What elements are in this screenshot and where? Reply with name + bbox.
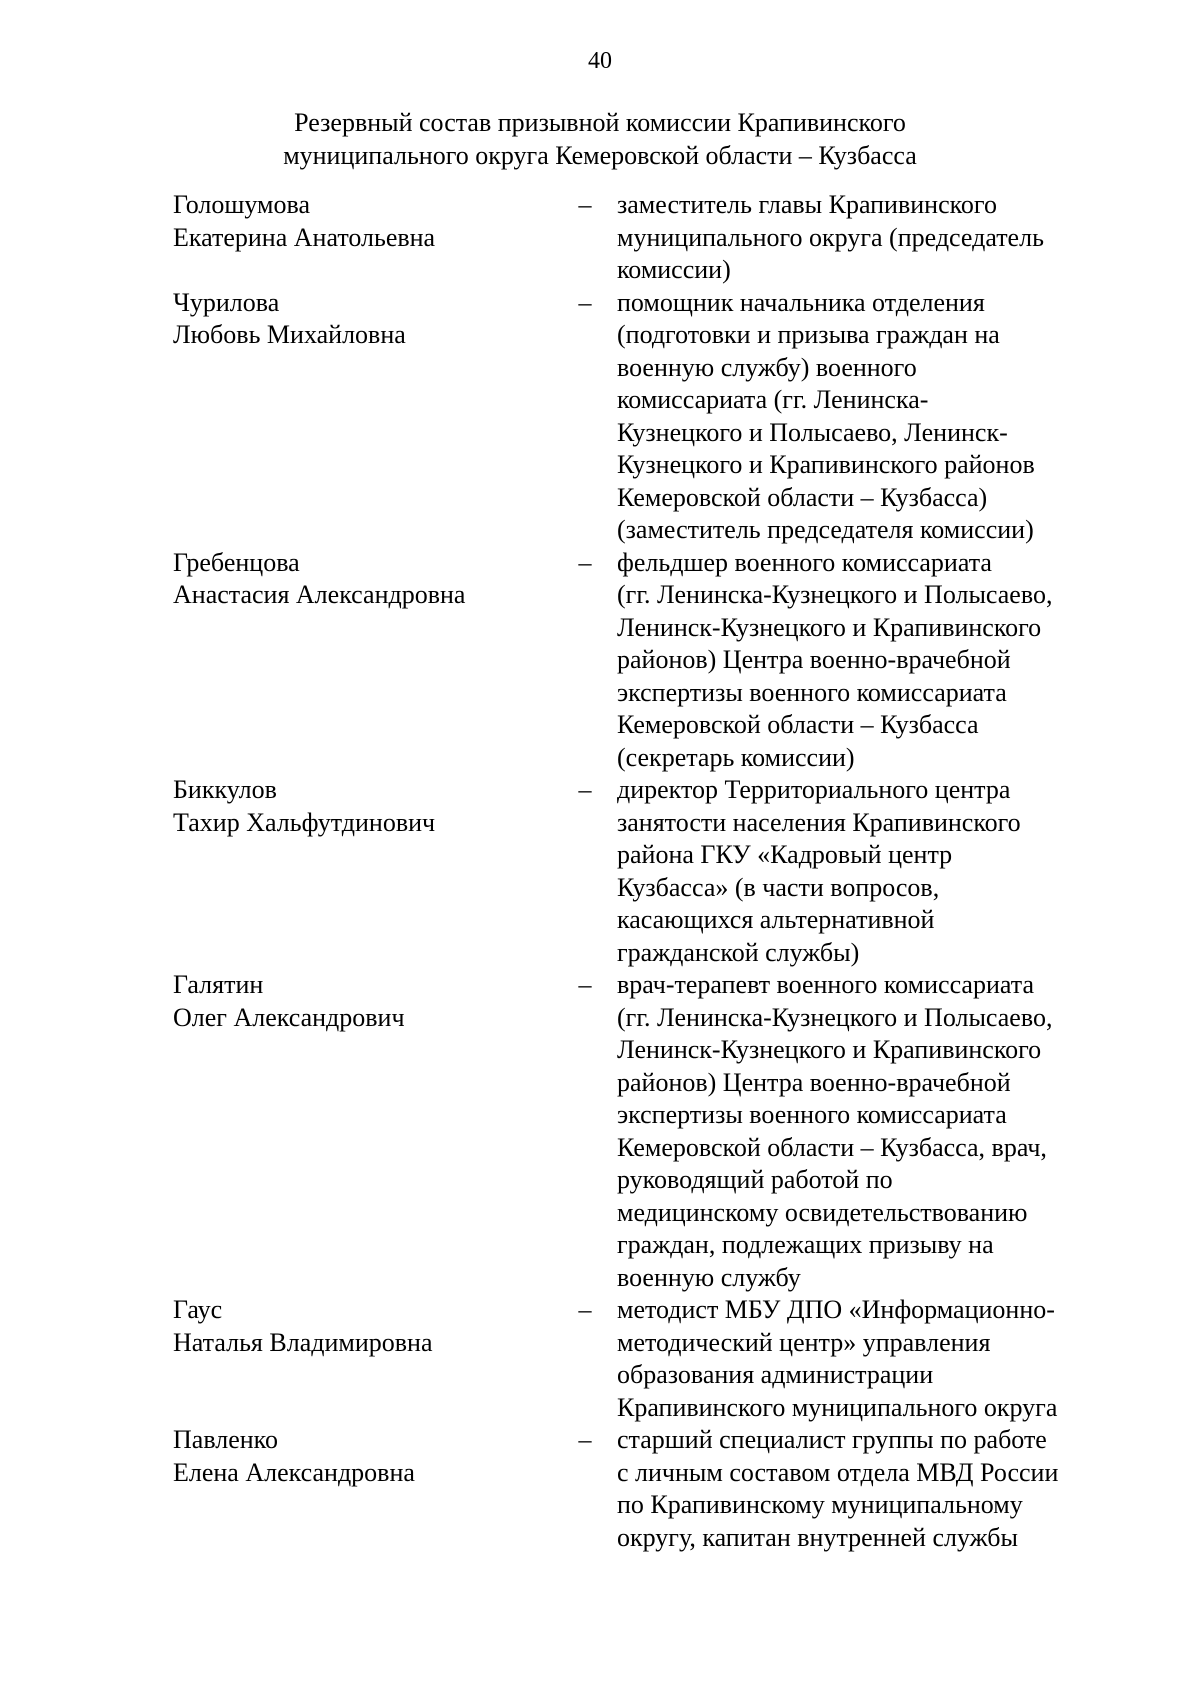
- member-role-line: занятости населения Крапивинского: [617, 807, 1021, 837]
- member-name: [173, 774, 573, 839]
- member-role: [617, 547, 1117, 775]
- member-role-line: врач-терапевт военного комиссариата: [617, 970, 1034, 999]
- member-role-line: (гг. Ленинска-Кузнецкого и Полысаево,: [617, 580, 1053, 609]
- dash-separator: –: [578, 287, 592, 317]
- member-role-line: Ленинск-Кузнецкого и Крапивинского: [617, 1035, 1042, 1064]
- member-given-names: Любовь Михайловна: [173, 320, 406, 349]
- member-role-line: Кузнецкого и Полысаево, Ленинск-: [617, 417, 1008, 447]
- member-role-line: образования администрации: [617, 1360, 934, 1389]
- member-given-names: Наталья Владимировна: [173, 1327, 433, 1357]
- commission-member-list: [0, 189, 1200, 1554]
- member-role: [617, 774, 1117, 969]
- member-role-line: Ленинск-Кузнецкого и Крапивинского: [617, 612, 1042, 642]
- member-role: [617, 287, 1117, 547]
- member-role-line: комиссии): [617, 255, 731, 284]
- member-name: [173, 189, 573, 254]
- member-role-line: экспертизы военного комиссариата: [617, 677, 1007, 707]
- member-given-names: Анастасия Александровна: [173, 580, 466, 609]
- member-role: [617, 189, 1117, 287]
- dash-separator: –: [578, 1425, 592, 1454]
- member-role-line: военную службу: [617, 1262, 801, 1292]
- member-role-line: комиссариата (гг. Ленинска-: [617, 385, 929, 414]
- member-role-line: (заместитель председателя комиссии): [617, 515, 1034, 544]
- member-entry: [0, 547, 1200, 775]
- member-entry: [0, 774, 1200, 969]
- member-role-line: (гг. Ленинска-Кузнецкого и Полысаево,: [617, 1002, 1053, 1032]
- member-given-names: Елена Александровна: [173, 1457, 415, 1487]
- dash-separator: –: [578, 547, 592, 577]
- member-role-line: руководящий работой по: [617, 1165, 893, 1194]
- member-given-names: Тахир Хальфутдинович: [173, 807, 436, 837]
- member-role: [617, 969, 1117, 1294]
- member-entry: [0, 189, 1200, 287]
- member-role-line: Кемеровской области – Кузбасса: [617, 710, 979, 739]
- member-name: [173, 1424, 573, 1489]
- member-role-line: фельдшер военного комиссариата: [617, 547, 992, 577]
- member-name: [173, 1294, 573, 1359]
- member-role-line: (секретарь комиссии): [617, 742, 855, 772]
- dash-separator: –: [578, 190, 592, 219]
- member-role-line: помощник начальника отделения: [617, 287, 985, 317]
- member-role: [617, 1294, 1117, 1424]
- member-role-line: заместитель главы Крапивинского: [617, 190, 997, 219]
- member-surname: Голошумова: [173, 190, 310, 219]
- member-role-line: старший специалист группы по работе: [617, 1425, 1047, 1454]
- member-surname: Биккулов: [173, 775, 277, 804]
- dash-separator: –: [578, 970, 592, 999]
- member-name: [173, 547, 573, 612]
- member-entry: [0, 1294, 1200, 1424]
- member-role-line: района ГКУ «Кадровый центр: [617, 840, 953, 869]
- member-entry: [0, 287, 1200, 547]
- page-number: 40: [588, 48, 612, 74]
- member-surname: Чурилова: [173, 287, 280, 317]
- member-role-line: по Крапивинскому муниципальному: [617, 1490, 1023, 1519]
- document-title: [0, 106, 1200, 172]
- member-surname: Галятин: [173, 970, 264, 999]
- member-entry: [0, 969, 1200, 1294]
- dash-separator: –: [578, 775, 592, 804]
- member-surname: Гаус: [173, 1295, 223, 1324]
- member-role-line: касающихся альтернативной: [617, 905, 935, 934]
- member-role-line: районов) Центра военно-врачебной: [617, 1067, 1011, 1097]
- member-role-line: Крапивинского муниципального округа: [617, 1392, 1058, 1422]
- member-role-line: округу, капитан внутренней службы: [617, 1522, 1018, 1552]
- member-name: [173, 969, 573, 1034]
- member-role-line: директор Территориального центра: [617, 775, 1011, 804]
- dash-separator: –: [578, 1295, 592, 1324]
- member-role-line: Кемеровской области – Кузбасса): [617, 482, 988, 512]
- member-given-names: Екатерина Анатольевна: [173, 222, 436, 252]
- member-surname: Гребенцова: [173, 547, 300, 577]
- member-role-line: методический центр» управления: [617, 1327, 991, 1357]
- member-role-line: медицинскому освидетельствованию: [617, 1197, 1028, 1227]
- member-role-line: граждан, подлежащих призыву на: [617, 1230, 994, 1259]
- member-role-line: экспертизы военного комиссариата: [617, 1100, 1007, 1129]
- member-role-line: (подготовки и призыва граждан на: [617, 320, 1000, 349]
- member-role-line: военную службу) военного: [617, 352, 917, 382]
- document-title-line-2: муниципального округа Кемеровской области – Кузбасса: [283, 141, 917, 170]
- member-role-line: Кузнецкого и Крапивинского районов: [617, 450, 1035, 479]
- document-title-line-1: Резервный состав призывной комиссии Крапивинского: [294, 108, 906, 137]
- member-role-line: муниципального округа (председатель: [617, 222, 1044, 252]
- member-given-names: Олег Александрович: [173, 1002, 405, 1032]
- member-role-line: с личным составом отдела МВД России: [617, 1457, 1059, 1487]
- member-surname: Павленко: [173, 1425, 278, 1454]
- member-role-line: районов) Центра военно-врачебной: [617, 645, 1011, 674]
- member-role-line: гражданской службы): [617, 937, 860, 967]
- member-role-line: Кемеровской области – Кузбасса, врач,: [617, 1132, 1047, 1162]
- member-role-line: методист МБУ ДПО «Информационно-: [617, 1295, 1055, 1324]
- member-entry: [0, 1424, 1200, 1554]
- member-role-line: Кузбасса» (в части вопросов,: [617, 872, 940, 902]
- member-role: [617, 1424, 1117, 1554]
- member-name: [173, 287, 573, 352]
